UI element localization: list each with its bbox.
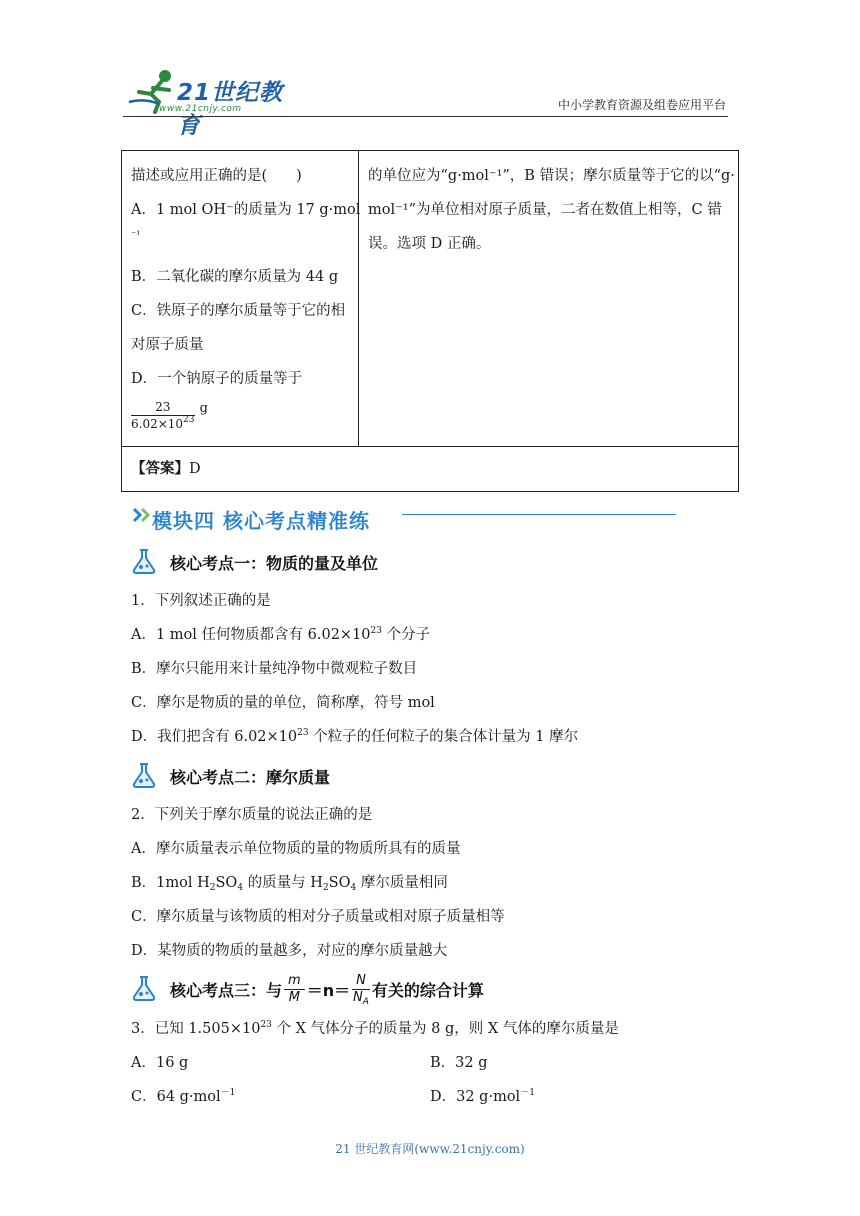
- flask-icon: [129, 546, 159, 576]
- q3-option-d: D．32 g·mol$^{-1}$: [430, 1088, 535, 1105]
- table-right-line-1: 的单位应为“g·mol⁻¹”，B 错误；摩尔质量等于它的以“g·: [368, 168, 735, 184]
- header-divider: [123, 116, 728, 117]
- table-left-line-2: A．1 mol OH⁻的质量为 17 g·mol: [131, 202, 361, 218]
- table-left-line-5: C．铁原子的摩尔质量等于它的相: [131, 303, 346, 319]
- table-column-divider: [358, 150, 359, 446]
- platform-name: 中小学教育资源及组卷应用平台: [557, 98, 726, 112]
- q2-option-b: B．1mol $H_2SO_4$ 的质量与 $H_2SO_4$ 摩尔质量相同: [131, 875, 448, 893]
- q1-stem: 1．下列叙述正确的是: [131, 593, 271, 609]
- q1-option-a: A．1 mol 任何物质都含有 $6.02\times 10^{23}$ 个分子: [131, 626, 431, 643]
- fraction-numerator: 23: [131, 399, 195, 416]
- table-right-line-2: mol⁻¹”为单位相对原子质量，二者在数值上相等，C 错: [368, 202, 722, 218]
- table-left-line-6: 对原子质量: [131, 337, 204, 353]
- logo-text: 21世纪教育: [177, 80, 284, 139]
- table-left-line-4: B．二氧化碳的摩尔质量为 44 g: [131, 269, 339, 285]
- q1-option-c: C．摩尔是物质的量的单位，简称摩，符号 mol: [131, 695, 435, 711]
- table-left-line-7: D．一个钠原子的质量等于: [131, 371, 303, 387]
- table-row-divider: [121, 446, 739, 447]
- q2-option-d: D．某物质的物质的量越多，对应的摩尔质量越大: [131, 943, 448, 959]
- table-left-line-1: 描述或应用正确的是( ): [131, 168, 302, 184]
- fraction-exponent: 23: [183, 415, 195, 425]
- section-divider: [402, 514, 676, 515]
- q2-stem: 2．下列关于摩尔质量的说法正确的是: [131, 807, 373, 823]
- logo-url: www.21cnjy.com: [159, 104, 242, 114]
- flask-icon: [129, 760, 159, 790]
- q1-option-b: B．摩尔只能用来计量纯净物中微观粒子数目: [131, 661, 418, 677]
- double-chevron-icon: [132, 507, 152, 523]
- site-logo: [125, 68, 295, 139]
- kp1-title: 核心考点一：物质的量及单位: [170, 554, 379, 573]
- fraction-unit: g: [199, 401, 208, 416]
- q2-option-c: C．摩尔质量与该物质的相对分子质量或相对原子质量相等: [131, 909, 505, 925]
- kp2-title: 核心考点二：摩尔质量: [170, 768, 331, 787]
- fraction-denominator: 6.02×10: [131, 417, 184, 431]
- answer-row: [131, 459, 201, 479]
- table-left-line-3: ⁻¹: [131, 230, 141, 241]
- table-right-line-3: 误。选项 D 正确。: [368, 236, 491, 252]
- flask-icon: [129, 973, 159, 1003]
- q3-option-c: C．64 g·mol$^{-1}$: [131, 1088, 236, 1105]
- answer-value: D: [189, 461, 201, 477]
- q1-option-d: D．我们把含有 $6.02\times 10^{23}$ 个粒子的任何粒子的集合体计量为 1 摩尔: [131, 728, 579, 745]
- answer-label: 【答案】: [131, 461, 189, 477]
- page-footer[interactable]: 21 世纪教育网(www.21cnjy.com): [335, 1142, 525, 1156]
- q3-option-b: B．32 g: [430, 1055, 488, 1071]
- q3-option-a: A．16 g: [131, 1055, 189, 1071]
- section-title: 模块四 核心考点精准练: [152, 509, 370, 533]
- sodium-mass-fraction: [131, 399, 208, 432]
- kp3-title: 核心考点三：与 $\frac{m}{M}$ ＝n＝ $\frac{N}{N_A}$ 有关的综合计算: [170, 972, 484, 1007]
- q3-stem: 3．已知 $1.505\times 10^{23}$ 个 X 气体分子的质量为 8 g，则 X 气体的摩尔质量是: [131, 1020, 619, 1037]
- q2-option-a: A．摩尔质量表示单位物质的量的物质所具有的质量: [131, 841, 461, 857]
